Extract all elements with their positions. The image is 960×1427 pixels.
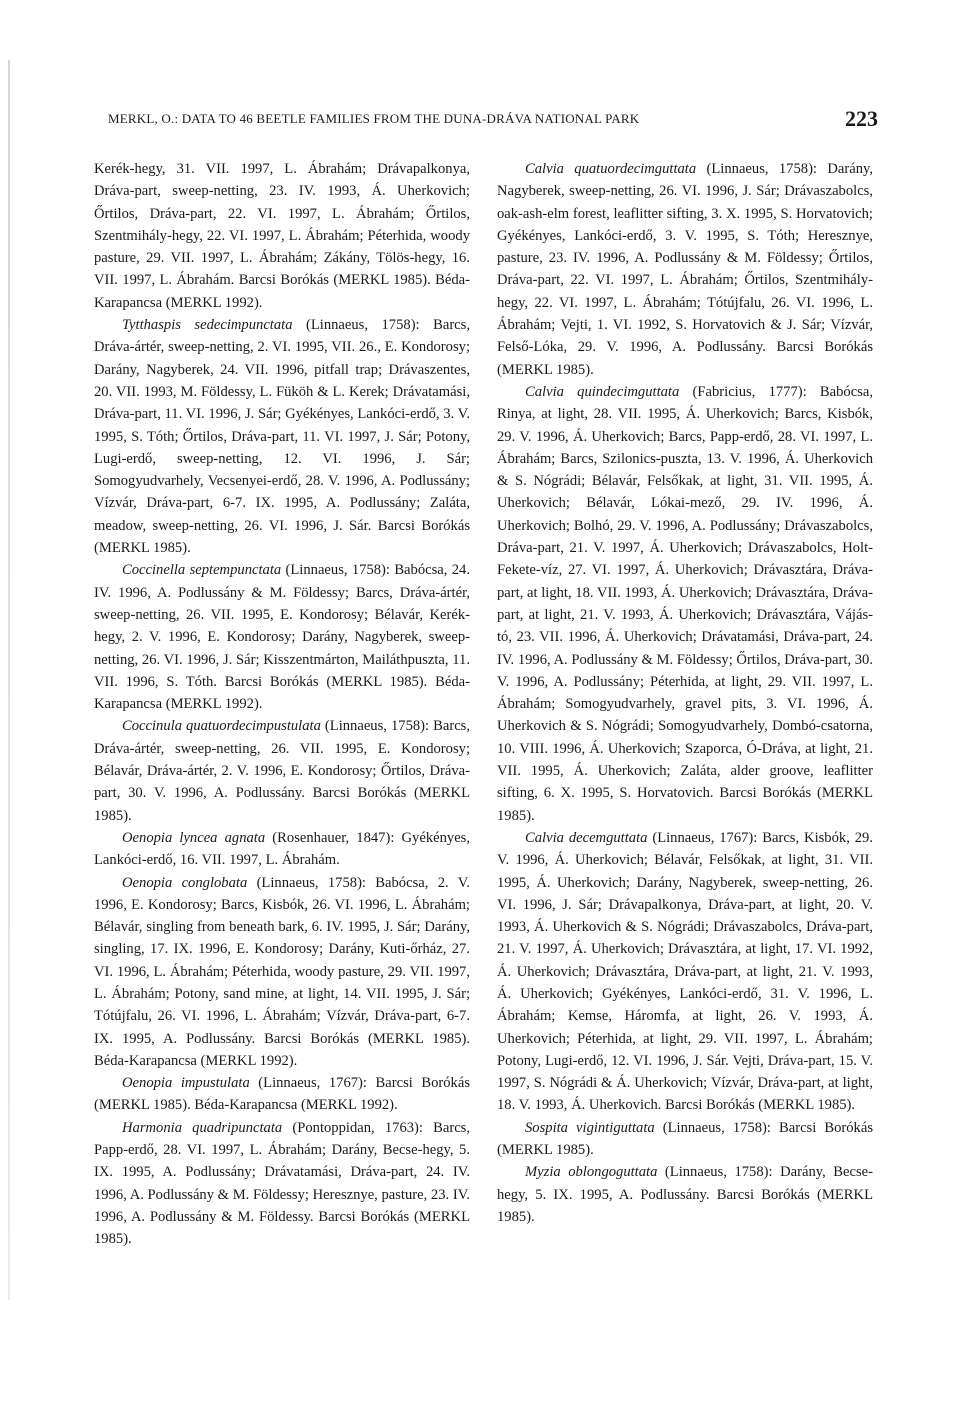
species-entry <box>94 158 470 314</box>
species-entry <box>94 715 470 826</box>
entry-records: (Linnaeus, 1758): Barcsi Borókás (MERKL 1985). <box>497 1119 873 1159</box>
species-entry <box>94 559 470 715</box>
left-column <box>94 158 470 1251</box>
species-name: Oenopia lyncea agnata <box>122 829 266 846</box>
species-name: Oenopia conglobata <box>122 874 248 891</box>
entry-records: (Rosenhauer, 1847): Gyékényes, Lankóci-erdő, 16. VII. 1997, L. Ábrahám. <box>94 829 470 869</box>
entry-records: (Pontoppidan, 1763): Barcs, Papp-erdő, 28. VI. 1997, L. Ábrahám; Darány, Becse-hegy, 5. IX. 1995, A. Podlussány; Drávatamási, Dráva-part, 24. IV. 1996, A. Podlussány & M. Földessy; Heresznye, pasture, 23. IV. 1996, A. Podlussány & M. Földessy. Barcsi Borókás (MERKL 1985). <box>94 1119 471 1248</box>
species-name: Myzia oblongoguttata <box>525 1164 658 1181</box>
species-name: Calvia decemguttata <box>525 829 648 846</box>
running-title: MERKL, O.: DATA TO 46 BEETLE FAMILIES FROM THE DUNA-DRÁVA NATIONAL PARK <box>108 111 640 126</box>
species-name: Harmonia quadripunctata <box>122 1119 283 1136</box>
entry-records: (Linnaeus, 1758): Babócsa, 24. IV. 1996, A. Podlussány & M. Földessy; Barcs, Dráva-ártér, sweep-netting, 26. VII. 1995, E. Kondorosy; Bélavár, Kerék-hegy, 2. V. 1996, E. Kondorosy; Darány, Nagyberek, sweep-netting, 26. VI. 1996, J. Sár; Kisszentmárton, Mailáthpuszta, 11. VII. 1996, S. Tóth. Barcsi Borókás (MERKL 1985). Béda-Karapancsa (MERKL 1992). <box>94 562 470 713</box>
species-name: Coccinula quatuordecimpustulata <box>122 718 321 735</box>
species-name: Coccinella septempunctata <box>122 562 282 579</box>
entry-records: Kerék-hegy, 31. VII. 1997, L. Ábrahám; Drávapalkonya, Dráva-part, sweep-netting, 23. IV. 1993, Á. Uherkovich; Őrtilos, Dráva-part, 22. VI. 1997, L. Ábrahám; Őrtilos, Szentmihály-hegy, 22. VI. 1997, L. Ábrahám; Péterhida, woody pasture, 29. VII. 1997, L. Ábrahám; Zákány, Tölös-hegy, 16. VII. 1997, L. Ábrahám. Barcsi Borókás (MERKL 1985). Béda-Karapancsa (MERKL 1992). <box>94 161 470 311</box>
entry-records: (Linnaeus, 1767): Barcs, Kisbók, 29. V. 1996, Á. Uherkovich; Bélavár, Felsőkak, at light, 31. VII. 1995, Á. Uherkovich; Darány, Nagyberek, sweep-netting, 26. VI. 1996, J. Sár; Drávapalkonya, Dráva-part, at light, 20. V. 1993, Á. Uherkovich & S. Nógrádi; Drávaszabolcs, Dráva-part, 21. V. 1997, Á. Uherkovich; Drávasztára, at light, 17. VI. 1992, Á. Uherkovich; Drávasztára, Dráva-part, at light, 21. V. 1993, Á. Uherkovich; Gyékényes, Lankóci-erdő, 31. V. 1996, L. Ábrahám; Kemse, Háromfa, at light, 26. V. 1993, Á. Uherkovich; Péterhida, at light, 29. VII. 1997, L. Ábrahám; Potony, Lugi-erdő, 12. VI. 1996, J. Sár. Vejti, Dráva-part, 15. V. 1997, S. Nógrádi & Á. Uherkovich; Vízvár, Dráva-part, at light, 18. V. 1993, Á. Uherkovich. Barcsi Borókás (MERKL 1985). <box>497 829 873 1114</box>
scan-edge-line <box>8 60 10 1300</box>
species-entry <box>497 158 873 381</box>
entry-records: (Fabricius, 1777): Babócsa, Rinya, at light, 28. VII. 1995, Á. Uherkovich; Barcs, Kisbók, 29. V. 1996, Á. Uherkovich; Barcs, Papp-erdő, 28. VI. 1997, L. Ábrahám; Barcs, Szilonics-puszta, 13. V. 1996, Á. Uherkovich & S. Nógrádi; Bélavár, Felsőkak, at light, 31. VII. 1995, Á. Uherkovich; Bélavár, Lókai-mező, 29. IV. 1996, Á. Uherkovich; Bolhó, 29. V. 1996, A. Podlussány; Drávaszabolcs, Dráva-part, 21. V. 1997, Á. Uherkovich; Drávaszabolcs, Holt-Fekete-víz, 27. VI. 1997, Á. Uherkovich; Drávasztára, Dráva-part, at light, 18. VII. 1993, Á. Uherkovich; Drávasztára, Dráva-part, at light, 21. V. 1993, Á. Uherkovich; Drávasztára, Vájás-tó, 23. VII. 1996, Á. Uherkovich; Drávatamási, Dráva-part, 24. IV. 1996, A. Podlussány & M. Földessy; Őrtilos, Dráva-part, 30. V. 1996, A. Podlussány; Péterhida, at light, 29. VII. 1997, L. Ábrahám; Somogyudvarhely, gravel pits, 3. VI. 1996, Á. Uherkovich & S. Nógrádi; Somogyudvarhely, Dombó-csatorna, 10. VIII. 1996, Á. Uherkovich; Szaporca, Ó-Dráva, at light, 21. VII. 1995, Á. Uherkovich; Zaláta, alder groove, leaflitter sifting, 6. X. 1995, S. Horvatovich. Barcsi Borókás (MERKL 1985). <box>497 383 873 824</box>
species-entry <box>497 827 873 1117</box>
species-name: Oenopia impustulata <box>122 1075 250 1092</box>
species-entry <box>94 1072 470 1117</box>
species-name: Calvia quatuordecimguttata <box>525 161 697 177</box>
species-entry <box>94 827 470 872</box>
entry-records: (Linnaeus, 1758): Barcs, Dráva-ártér, sweep-netting, 26. VII. 1995, E. Kondorosy; Bélavár, Dráva-ártér, 2. V. 1996, E. Kondorosy; Őrtilos, Dráva-part, 30. V. 1996, A. Podlussány. Barcsi Borókás (MERKL 1985). <box>94 718 470 824</box>
species-name: Sospita vigintiguttata <box>525 1119 655 1136</box>
species-entry <box>497 1161 873 1228</box>
entry-records: (Linnaeus, 1758): Babócsa, 2. V. 1996, E. Kondorosy; Barcs, Kisbók, 26. VI. 1996, L. Ábrahám; Bélavár, singling from beneath bark, 6. IV. 1995, J. Sár; Darány, singling, 17. IX. 1996, E. Kondorosy; Darány, Kuti-őrház, 27. VI. 1996, L. Ábrahám; Péterhida, woody pasture, 29. VII. 1997, L. Ábrahám; Potony, sand mine, at light, 14. VII. 1995, J. Sár; Tótújfalu, 26. VI. 1996, L. Ábrahám; Vízvár, Dráva-part, 6-7. IX. 1995, A. Podlussány. Barcsi Borókás (MERKL 1985). Béda-Karapancsa (MERKL 1992). <box>94 874 471 1069</box>
species-name: Calvia quindecimguttata <box>525 383 680 400</box>
species-entry <box>497 381 873 827</box>
page-header <box>108 102 878 136</box>
page-number: 223 <box>845 106 878 131</box>
entry-records: (Linnaeus, 1767): Barcsi Borókás (MERKL 1985). Béda-Karapancsa (MERKL 1992). <box>94 1075 470 1114</box>
species-entry <box>94 872 470 1073</box>
entry-records: (Linnaeus, 1758): Barcs, Dráva-ártér, sweep-netting, 2. VI. 1995, VII. 26., E. Kondorosy; Darány, Nagyberek, 24. VII. 1996, pitfall trap; Drávaszentes, 20. VII. 1993, M. Földessy, L. Füköh & L. Kerek; Drávatamási, Dráva-part, 11. VI. 1996, J. Sár; Gyékényes, Lankóci-erdő, 3. V. 1995, S. Tóth; Őrtilos, Dráva-part, 11. VI. 1997, J. Sár; Potony, Lugi-erdő, sweep-netting, 12. VI. 1996, J. Sár; Somogyudvarhely, Vecsenyei-erdő, 28. V. 1996, A. Podlussány; Vízvár, Dráva-part, 6-7. IX. 1995, A. Podlussány; Zaláta, meadow, sweep-netting, 26. VI. 1996, J. Sár. Barcsi Borókás (MERKL 1985). <box>94 317 470 557</box>
species-name: Tytthaspis sedecimpunctata <box>122 317 293 334</box>
entry-records: (Linnaeus, 1758): Darány, Becse-hegy, 5. IX. 1995, A. Podlussány. Barcsi Borókás (MERKL 1985). <box>497 1164 873 1225</box>
species-entry <box>497 1117 873 1162</box>
entry-records: (Linnaeus, 1758): Darány, Nagyberek, sweep-netting, 26. VI. 1996, J. Sár; Drávaszabolcs, oak-ash-elm forest, leaflitter sifting, 3. X. 1995, S. Horvatovich; Gyékényes, Lankóci-erdő, 3. V. 1995, S. Tóth; Heresznye, pasture, 23. IV. 1996, A. Podlussány & M. Földessy; Őrtilos, Dráva-part, 22. VI. 1997, L. Ábrahám; Őrtilos, Szentmihály-hegy, 22. VI. 1997, L. Ábrahám; Tótújfalu, 26. VI. 1996, L. Ábrahám; Vejti, 1. VI. 1992, S. Horvatovich & J. Sár; Vízvár, Felső-Lóka, 29. V. 1996, A. Podlussány. Barcsi Borókás (MERKL 1985). <box>497 161 873 378</box>
species-entry <box>94 1117 470 1251</box>
species-entry <box>94 314 470 559</box>
right-column <box>497 158 873 1228</box>
